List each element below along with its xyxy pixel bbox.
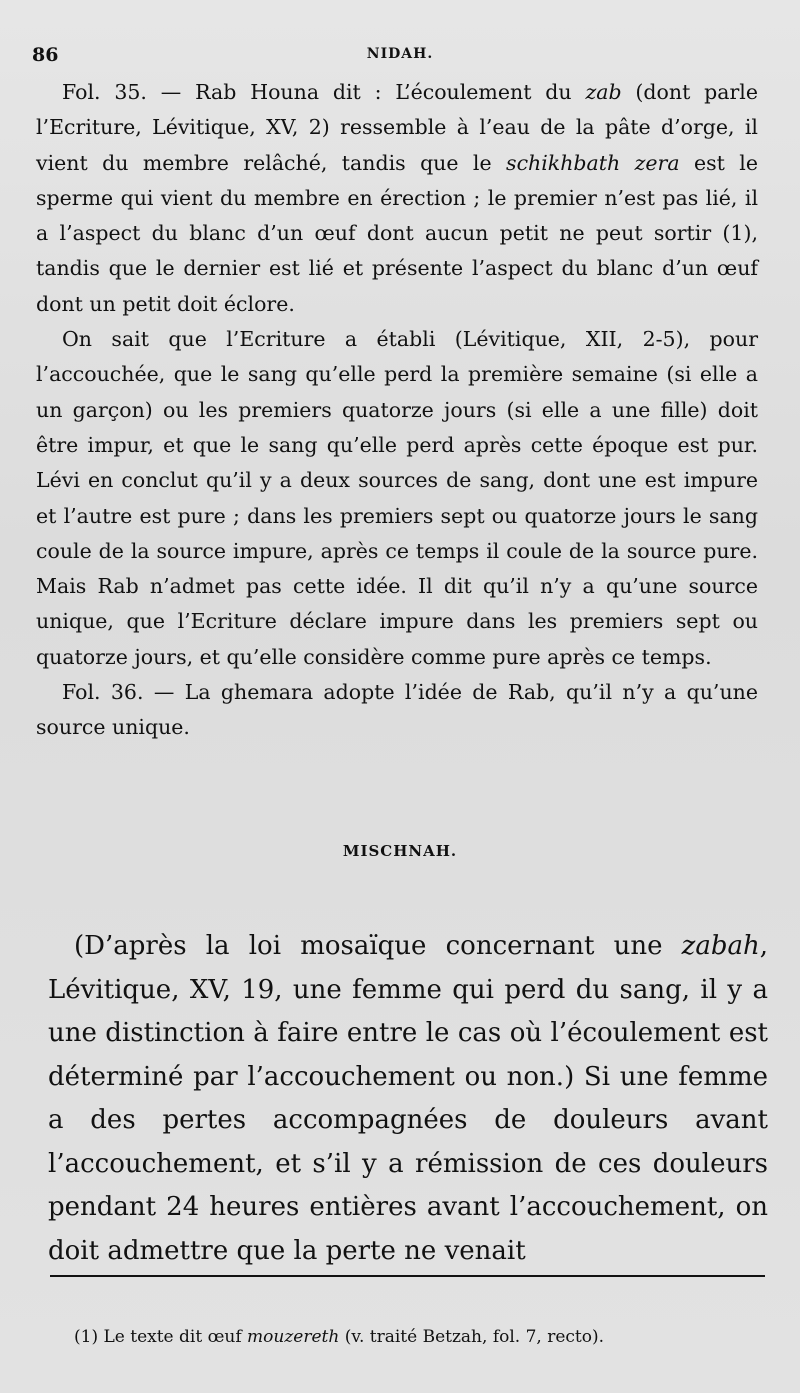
text-run: (dont parle l’Ecriture, Lévitique, XV, 2) ressemble à l’eau de la pâte d’orge, il vient du membre relâché, tandis que le [36,80,758,175]
mischnah-text [48,925,768,1273]
italic-term: zabah [681,931,760,961]
text-run: (1) Le texte dit œuf [74,1327,248,1347]
footnote [74,1325,774,1349]
paragraph-levi: On sait que l’Ecriture a établi (Lévitique, XII, 2-5), pour l’accouchée, que le sang qu’elle perd la première semaine (si elle a un garçon) ou les premiers quatorze jours (si elle a une fille) doit être impur, et que le sang qu’elle perd après cette époque est pur. Lévi en conclut qu’il y a deux sources de sang, dont une est impure et l’autre est pure ; dans les premiers sept ou quatorze jours le sang coule de la source impure, après ce temps il coule de la source pure. Mais Rab n’admet pas cette idée. Il dit qu’il n’y a qu’une source unique, que l’Ecriture déclare impure dans les premiers sept ou quatorze jours, et qu’elle considère comme pure après ce temps. [36,327,758,669]
footnote-divider [50,1275,765,1277]
text-run: (v. traité Betzah, fol. 7, recto). [339,1327,605,1347]
paragraph-fol35 [36,75,758,322]
section-heading: MISCHNAH. [342,842,458,860]
paragraph-fol36: Fol. 36. — La ghemara adopte l’idée de Rab, qu’il n’y a qu’une source unique. [36,680,758,740]
running-title: NIDAH. [366,46,434,62]
page-number: 86 [32,44,59,66]
text-run: (D’après la loi mosaïque concernant une [74,931,682,961]
text-run: Fol. 35. — Rab Houna dit : L’écoulement du [62,80,586,104]
text-run: , Lévitique, XV, 19, une femme qui perd du sang, il y a une distinction à faire entre le cas où l’écoulement est déterminé par l’accouchement ou non.) Si une femme a des pertes accompagnées de douleurs avant l’accouchement, et s’il y a rémission de ces douleurs pendant 24 heures entières avant l’accouchement, on doit admettre que la perte ne venait [48,931,768,1266]
text-run: est le sperme qui vient du membre en érection ; le premier n’est pas lié, il a l’aspect du blanc d’un œuf dont aucun petit ne peut sortir (1), tandis que le dernier est lié et présente l’aspect du blanc d’un œuf dont un petit doit éclore. [36,150,758,316]
mischnah-paragraph [48,925,768,1273]
italic-term: mouzereth [247,1327,340,1347]
italic-term: zab [585,80,622,104]
main-text [36,75,758,746]
italic-term: schikhbath zera [506,150,680,175]
